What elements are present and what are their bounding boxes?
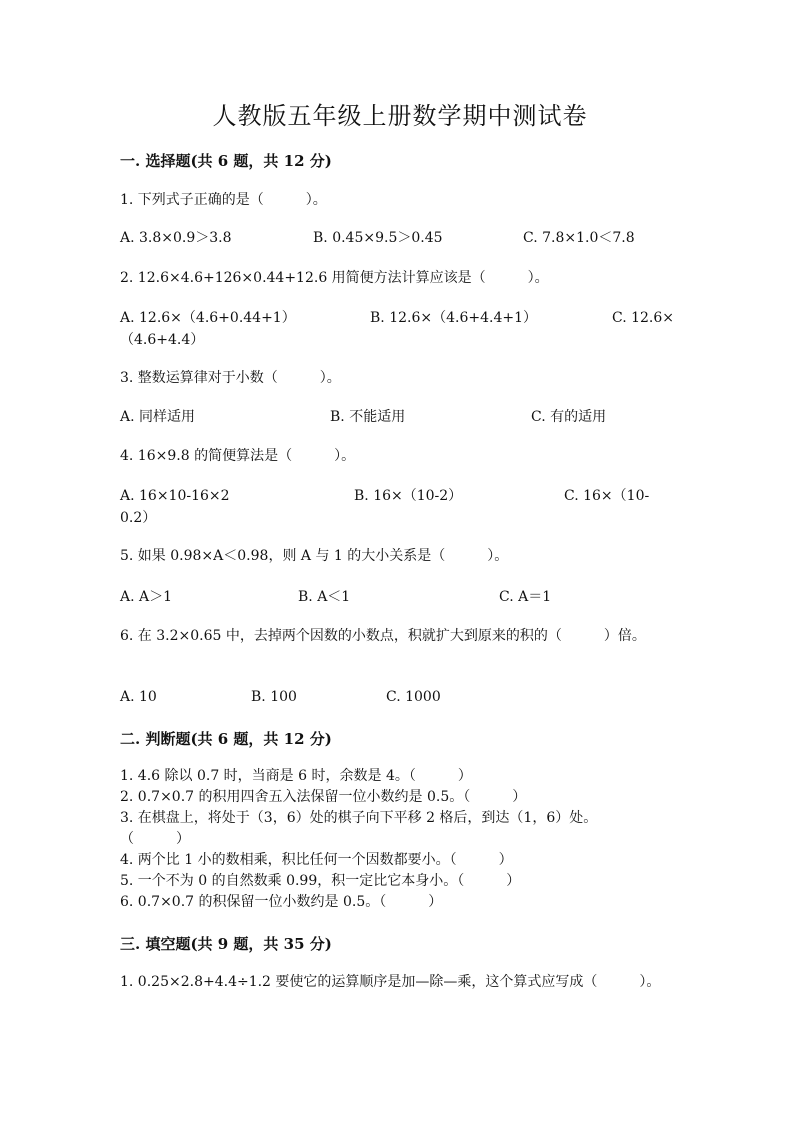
option-b: B. A＜1 (298, 589, 351, 605)
option-c-continued: （4.6+4.4） (120, 332, 205, 348)
judgment-item-continued: （ ） (120, 831, 190, 847)
judgment-item: 1. 4.6 除以 0.7 时，当商是 6 时，余数是 4。（ ） (120, 768, 472, 784)
question-stem: 5. 如果 0.98×A＜0.98，则 A 与 1 的大小关系是（ ）。 (120, 548, 509, 564)
option-c: C. 1000 (386, 689, 441, 705)
section-heading-choice: 一. 选择题(共 6 题，共 12 分) (120, 152, 332, 170)
option-a: A. 12.6×（4.6+0.44+1） (120, 310, 296, 326)
option-c: C. 16×（10- (564, 488, 650, 504)
option-c-continued: 0.2） (120, 510, 157, 526)
option-b: B. 不能适用 (330, 409, 406, 425)
option-a: A. 同样适用 (120, 409, 196, 425)
judgment-item: 2. 0.7×0.7 的积用四舍五入法保留一位小数约是 0.5。（ ） (120, 789, 527, 805)
question-stem: 4. 16×9.8 的简便算法是（ ）。 (120, 448, 356, 464)
judgment-item: 3. 在棋盘上，将处于（3，6）处的棋子向下平移 2 格后，到达（1，6）处。 (120, 810, 598, 826)
option-c: C. 有的适用 (531, 409, 607, 425)
option-a: A. 16×10-16×2 (120, 488, 230, 504)
question-stem: 2. 12.6×4.6+126×0.44+12.6 用简便方法计算应该是（ ）。 (120, 270, 549, 286)
judgment-item: 5. 一个不为 0 的自然数乘 0.99，积一定比它本身小。（ ） (120, 873, 521, 889)
option-c: C. 7.8×1.0＜7.8 (523, 230, 635, 246)
question-stem: 1. 0.25×2.8+4.4÷1.2 要使它的运算顺序是加—除—乘，这个算式应写成（ ）。 (120, 974, 661, 990)
section-heading-fill-blank: 三. 填空题(共 9 题，共 35 分) (120, 935, 332, 953)
option-b: B. 0.45×9.5＞0.45 (313, 230, 443, 246)
question-stem: 1. 下列式子正确的是（ ）。 (120, 192, 327, 208)
question-stem: 3. 整数运算律对于小数（ ）。 (120, 370, 341, 386)
option-a: A. 3.8×0.9＞3.8 (120, 230, 232, 246)
option-b: B. 12.6×（4.6+4.4+1） (370, 310, 537, 326)
judgment-item: 4. 两个比 1 小的数相乘，积比任何一个因数都要小。（ ） (120, 852, 513, 868)
option-c: C. A＝1 (499, 589, 552, 605)
option-a: A. A＞1 (120, 589, 173, 605)
judgment-item: 6. 0.7×0.7 的积保留一位小数约是 0.5。（ ） (120, 894, 443, 910)
option-b: B. 16×（10-2） (354, 488, 463, 504)
section-heading-judgment: 二. 判断题(共 6 题，共 12 分) (120, 730, 332, 748)
exam-title: 人教版五年级上册数学期中测试卷 (212, 102, 588, 130)
option-b: B. 100 (251, 689, 297, 705)
option-c: C. 12.6× (612, 310, 675, 326)
question-stem: 6. 在 3.2×0.65 中，去掉两个因数的小数点，积就扩大到原来的积的（ ）倍。 (120, 628, 646, 644)
option-a: A. 10 (120, 689, 157, 705)
